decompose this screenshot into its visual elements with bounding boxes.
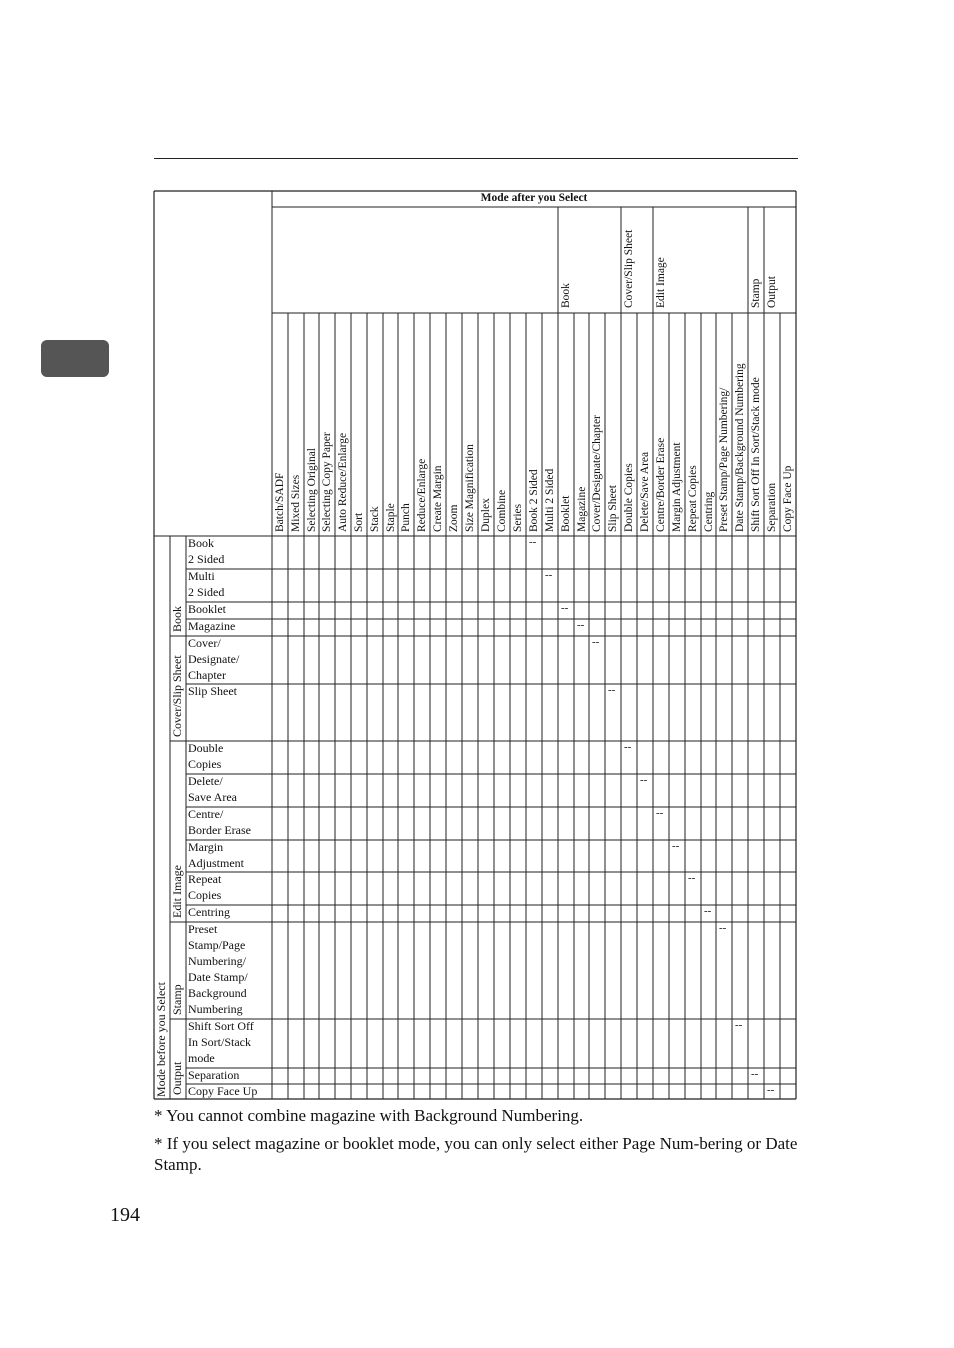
column-label: Punch [400,503,412,532]
row-label: Save Area [188,790,237,804]
column-label: Create Margin [432,465,444,532]
row-label: Numbering/ [188,954,246,968]
column-label: Separation [766,482,778,532]
column-label: Stack [369,506,381,532]
row-label: Copy Face Up [188,1084,258,1098]
row-label: mode [188,1051,215,1065]
incompatible-mark: -- [561,602,569,614]
row-label: Copies [188,888,222,902]
row-label: Border Erase [188,823,251,837]
column-label: Auto Reduce/Enlarge [337,432,349,532]
incompatible-mark: -- [545,569,553,581]
column-label: Multi 2 Sided [544,468,556,532]
incompatible-mark: -- [767,1084,775,1096]
row-group-label: Output [170,1061,184,1095]
incompatible-mark: -- [704,905,712,917]
row-label: Centring [188,905,230,919]
incompatible-mark: -- [735,1019,743,1031]
incompatible-mark: -- [672,840,680,852]
row-label: Stamp/Page [188,938,246,952]
column-label: Preset Stamp/Page Numbering/ [718,387,730,532]
row-label: Repeat [188,872,222,886]
row-group-label: Book [170,605,184,632]
column-label: Selecting Copy Paper [321,432,333,532]
column-label: Zoom [448,504,460,532]
column-label: Duplex [480,498,492,532]
column-label: Centre/Border Erase [655,437,667,532]
column-label: Selecting Original [306,448,318,532]
incompatible-mark: -- [751,1068,759,1080]
column-label: Combine [496,489,508,532]
column-label: Staple [385,503,397,532]
column-label: Repeat Copies [687,465,699,532]
footnote-magazine: * You cannot combine magazine with Background Numbering. [154,1106,584,1125]
column-label: Batch/SADF [274,472,286,532]
incompatible-mark: -- [688,872,696,884]
column-label: Book 2 Sided [528,469,540,532]
page-number: 194 [110,1204,140,1226]
incompatible-mark: -- [529,536,537,548]
incompatible-mark: -- [624,741,632,753]
column-label: Centring [703,491,715,532]
column-label: Copy Face Up [782,465,794,532]
column-label: Shift Sort Off In Sort/Stack mode [750,377,762,532]
row-label: Designate/ [188,652,240,666]
row-label: Preset [188,922,218,936]
row-label: In Sort/Stack [188,1035,251,1049]
column-label: Slip Sheet [607,485,619,532]
row-label: Chapter [188,668,226,682]
column-label: Reduce/Enlarge [416,458,428,532]
top-header-label: Mode after you Select [480,192,588,204]
row-label: Double [188,741,224,755]
column-label: Cover/Designate/Chapter [591,415,603,532]
column-label: Size Magnification [464,444,476,532]
incompatible-mark: -- [608,684,616,696]
row-label: Magazine [188,619,236,633]
incompatible-mark: -- [577,619,585,631]
column-label: Sort [353,512,365,532]
column-label: Double Copies [623,463,635,532]
incompatible-mark: -- [640,774,648,786]
row-label: 2 Sided [188,585,225,599]
row-label: Delete/ [188,774,223,788]
column-label: Margin Adjustment [671,442,683,532]
row-label: Slip Sheet [188,684,238,698]
incompatible-mark: -- [592,636,600,648]
column-group-label: Edit Image [655,257,667,308]
row-label: Copies [188,757,222,771]
row-label: Date Stamp/ [188,970,248,984]
column-label: Series [512,503,524,532]
row-label: Margin [188,840,224,854]
row-label: Book [188,536,215,550]
row-group-label: Cover/Slip Sheet [170,655,184,737]
column-label: Magazine [576,486,588,532]
column-group-label: Cover/Slip Sheet [623,229,635,308]
row-label: Numbering [188,1002,243,1016]
row-group-label: Stamp [170,984,184,1015]
row-label: Booklet [188,602,226,616]
row-label: Multi [188,569,215,583]
column-label: Mixed Sizes [290,474,302,532]
column-label: Booklet [560,495,572,532]
column-group-label: Output [766,276,778,308]
footnote-page-numbering: * If you select magazine or booklet mode, you can only select either Page Num-bering or Date Stamp. [154,1134,798,1174]
column-group-label: Book [560,283,572,308]
row-label: Shift Sort Off [188,1019,254,1033]
column-label: Date Stamp/Background Numbering [734,363,746,532]
column-label: Delete/Save Area [639,451,651,532]
incompatible-mark: -- [719,922,727,934]
row-label: Centre/ [188,807,224,821]
row-group-label: Edit Image [170,865,184,918]
row-label: Separation [188,1068,240,1082]
row-label: Cover/ [188,636,221,650]
left-header-label: Mode before you Select [154,982,168,1097]
column-group-label: Stamp [750,278,762,308]
row-label: 2 Sided [188,552,225,566]
row-label: Background [188,986,247,1000]
row-label: Adjustment [188,856,244,870]
incompatible-mark: -- [656,807,664,819]
